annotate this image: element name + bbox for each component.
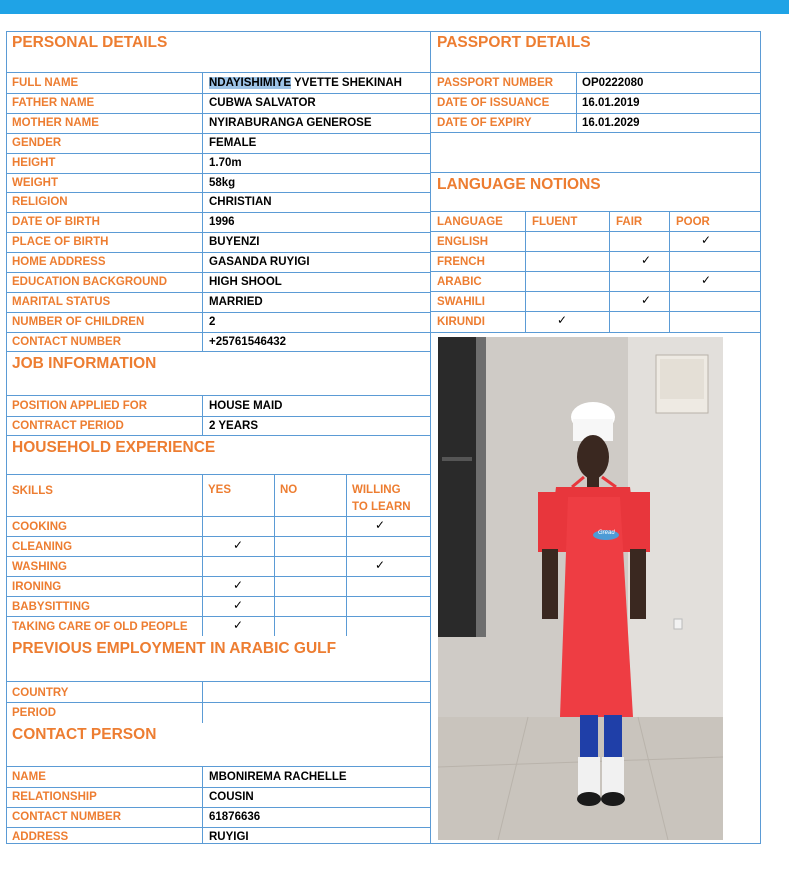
language-label: ARABIC bbox=[437, 276, 482, 288]
apron-logo-text: Gread bbox=[598, 530, 615, 536]
personal-field-label: FULL NAME bbox=[12, 77, 79, 89]
personal-field-value: NYIRABURANGA GENEROSE bbox=[209, 117, 372, 129]
language-notions-heading: LANGUAGE NOTIONS bbox=[437, 176, 601, 193]
full-name-rest-text: YVETTE SHEKINAH bbox=[291, 77, 402, 89]
personal-field-value: 58kg bbox=[209, 177, 236, 189]
table-rule bbox=[6, 616, 430, 617]
language-column-header: LANGUAGE bbox=[437, 216, 503, 228]
table-rule bbox=[202, 396, 203, 435]
personal-field-label: MOTHER NAME bbox=[12, 117, 99, 129]
table-rule bbox=[6, 332, 430, 333]
check-mark: ✓ bbox=[640, 293, 652, 307]
table-rule bbox=[202, 474, 203, 636]
table-rule bbox=[609, 211, 610, 332]
language-label: FRENCH bbox=[437, 256, 485, 268]
table-rule bbox=[431, 113, 761, 114]
table-rule bbox=[202, 682, 203, 723]
table-rule bbox=[6, 113, 430, 114]
skill-label: BABYSITTING bbox=[12, 601, 90, 613]
candidate-photo-illustration bbox=[438, 337, 723, 840]
table-rule bbox=[6, 536, 430, 537]
personal-field-value: 1996 bbox=[209, 216, 235, 228]
check-mark: ✓ bbox=[232, 578, 244, 592]
previous-employment-label: PERIOD bbox=[12, 707, 57, 719]
willing-column-header: WILLING bbox=[352, 484, 401, 496]
passport-field-value: 16.01.2019 bbox=[582, 97, 640, 109]
table-rule bbox=[6, 702, 430, 703]
table-rule bbox=[431, 271, 761, 272]
passport-details-heading: PASSPORT DETAILS bbox=[437, 34, 591, 51]
fair-column-header: FAIR bbox=[616, 216, 643, 228]
skill-label: IRONING bbox=[12, 581, 62, 593]
table-rule bbox=[6, 807, 430, 808]
table-rule bbox=[6, 212, 430, 213]
table-rule bbox=[346, 474, 347, 636]
contact-person-heading: CONTACT PERSON bbox=[12, 726, 157, 743]
full-name-value bbox=[209, 76, 402, 90]
skill-label: TAKING CARE OF OLD PEOPLE bbox=[12, 621, 188, 633]
check-mark: ✓ bbox=[374, 558, 386, 572]
contact-field-label: RELATIONSHIP bbox=[12, 791, 97, 803]
job-information-heading: JOB INFORMATION bbox=[12, 355, 157, 372]
table-rule bbox=[274, 474, 275, 636]
column-divider bbox=[430, 31, 431, 844]
table-rule bbox=[431, 72, 761, 73]
table-rule bbox=[431, 311, 761, 312]
table-rule bbox=[6, 395, 430, 396]
job-field-value: HOUSE MAID bbox=[209, 400, 283, 412]
personal-field-value: CHRISTIAN bbox=[209, 196, 272, 208]
personal-field-value: CUBWA SALVATOR bbox=[209, 97, 316, 109]
table-rule bbox=[6, 153, 430, 154]
household-experience-heading: HOUSEHOLD EXPERIENCE bbox=[12, 439, 216, 456]
language-label: ENGLISH bbox=[437, 236, 489, 248]
check-mark: ✓ bbox=[556, 313, 568, 327]
job-field-label: CONTRACT PERIOD bbox=[12, 420, 124, 432]
personal-field-label: FATHER NAME bbox=[12, 97, 95, 109]
skill-label: CLEANING bbox=[12, 541, 73, 553]
check-mark: ✓ bbox=[232, 598, 244, 612]
language-label: KIRUNDI bbox=[437, 316, 485, 328]
table-rule bbox=[202, 767, 203, 844]
top-banner bbox=[0, 0, 789, 14]
fluent-column-header: FLUENT bbox=[532, 216, 578, 228]
contact-field-label: CONTACT NUMBER bbox=[12, 811, 122, 823]
personal-field-label: HOME ADDRESS bbox=[12, 256, 106, 268]
personal-field-value: BUYENZI bbox=[209, 236, 260, 248]
passport-field-label: DATE OF EXPIRY bbox=[437, 117, 532, 129]
contact-field-value: RUYIGI bbox=[209, 831, 249, 843]
personal-field-value: 1.70m bbox=[209, 157, 242, 169]
personal-field-label: PLACE OF BIRTH bbox=[12, 236, 109, 248]
table-rule bbox=[6, 474, 430, 475]
personal-field-label: DATE OF BIRTH bbox=[12, 216, 100, 228]
personal-details-heading: PERSONAL DETAILS bbox=[12, 34, 168, 51]
job-field-value: 2 YEARS bbox=[209, 420, 259, 432]
willing-column-header-line2: TO LEARN bbox=[352, 501, 411, 513]
table-rule bbox=[202, 73, 203, 351]
table-rule bbox=[6, 173, 430, 174]
table-rule bbox=[6, 312, 430, 313]
personal-field-label: CONTACT NUMBER bbox=[12, 336, 122, 348]
passport-field-value: OP0222080 bbox=[582, 77, 644, 89]
no-column-header: NO bbox=[280, 484, 298, 496]
personal-field-value: MARRIED bbox=[209, 296, 263, 308]
table-rule bbox=[6, 516, 430, 517]
personal-field-label: HEIGHT bbox=[12, 157, 56, 169]
skill-label: COOKING bbox=[12, 521, 67, 533]
table-rule bbox=[6, 681, 430, 682]
yes-column-header: YES bbox=[208, 484, 232, 496]
table-rule bbox=[431, 251, 761, 252]
candidate-photo bbox=[438, 337, 723, 840]
table-rule bbox=[6, 766, 430, 767]
skills-column-header: SKILLS bbox=[12, 485, 53, 497]
job-field-label: POSITION APPLIED FOR bbox=[12, 400, 148, 412]
check-mark: ✓ bbox=[700, 273, 712, 287]
skill-label: WASHING bbox=[12, 561, 67, 573]
table-rule bbox=[431, 332, 761, 333]
table-rule bbox=[6, 232, 430, 233]
personal-field-label: EDUCATION BACKGROUND bbox=[12, 276, 168, 288]
personal-field-value: 2 bbox=[209, 316, 216, 328]
passport-field-label: PASSPORT NUMBER bbox=[437, 77, 554, 89]
table-rule bbox=[431, 172, 761, 173]
previous-employment-heading: PREVIOUS EMPLOYMENT IN ARABIC GULF bbox=[12, 640, 337, 657]
table-rule bbox=[6, 72, 430, 73]
table-rule bbox=[6, 416, 430, 417]
contact-field-label: ADDRESS bbox=[12, 831, 69, 843]
table-rule bbox=[6, 133, 430, 134]
full-name-selected-text: NDAYISHIMIYE bbox=[209, 77, 292, 89]
table-rule bbox=[525, 211, 526, 332]
table-rule bbox=[431, 291, 761, 292]
table-rule bbox=[6, 556, 430, 557]
table-rule bbox=[6, 93, 430, 94]
check-mark: ✓ bbox=[374, 518, 386, 532]
language-label: SWAHILI bbox=[437, 296, 485, 308]
table-rule bbox=[6, 292, 430, 293]
table-rule bbox=[6, 435, 430, 436]
personal-field-value: GASANDA RUYIGI bbox=[209, 256, 310, 268]
table-rule bbox=[576, 73, 577, 132]
table-rule bbox=[6, 272, 430, 273]
table-rule bbox=[431, 93, 761, 94]
personal-field-value: FEMALE bbox=[209, 137, 257, 149]
personal-field-value: +25761546432 bbox=[209, 336, 287, 348]
contact-field-label: NAME bbox=[12, 771, 46, 783]
table-rule bbox=[6, 351, 430, 352]
check-mark: ✓ bbox=[640, 253, 652, 267]
personal-field-label: WEIGHT bbox=[12, 177, 58, 189]
table-rule bbox=[6, 827, 430, 828]
table-rule bbox=[669, 211, 670, 332]
check-mark: ✓ bbox=[232, 618, 244, 632]
table-rule bbox=[6, 596, 430, 597]
passport-field-value: 16.01.2029 bbox=[582, 117, 640, 129]
passport-field-label: DATE OF ISSUANCE bbox=[437, 97, 550, 109]
table-rule bbox=[6, 252, 430, 253]
check-mark: ✓ bbox=[232, 538, 244, 552]
contact-field-value: COUSIN bbox=[209, 791, 254, 803]
table-rule bbox=[431, 231, 761, 232]
personal-field-label: RELIGION bbox=[12, 196, 68, 208]
personal-field-label: MARITAL STATUS bbox=[12, 296, 111, 308]
table-rule bbox=[6, 787, 430, 788]
personal-field-value: HIGH SHOOL bbox=[209, 276, 282, 288]
contact-field-value: MBONIREMA RACHELLE bbox=[209, 771, 347, 783]
contact-field-value: 61876636 bbox=[209, 811, 261, 823]
check-mark: ✓ bbox=[700, 233, 712, 247]
previous-employment-label: COUNTRY bbox=[12, 687, 69, 699]
table-rule bbox=[431, 132, 761, 133]
personal-field-label: NUMBER OF CHILDREN bbox=[12, 316, 145, 328]
personal-field-label: GENDER bbox=[12, 137, 62, 149]
table-rule bbox=[431, 211, 761, 212]
poor-column-header: POOR bbox=[676, 216, 710, 228]
table-rule bbox=[6, 576, 430, 577]
table-rule bbox=[6, 192, 430, 193]
